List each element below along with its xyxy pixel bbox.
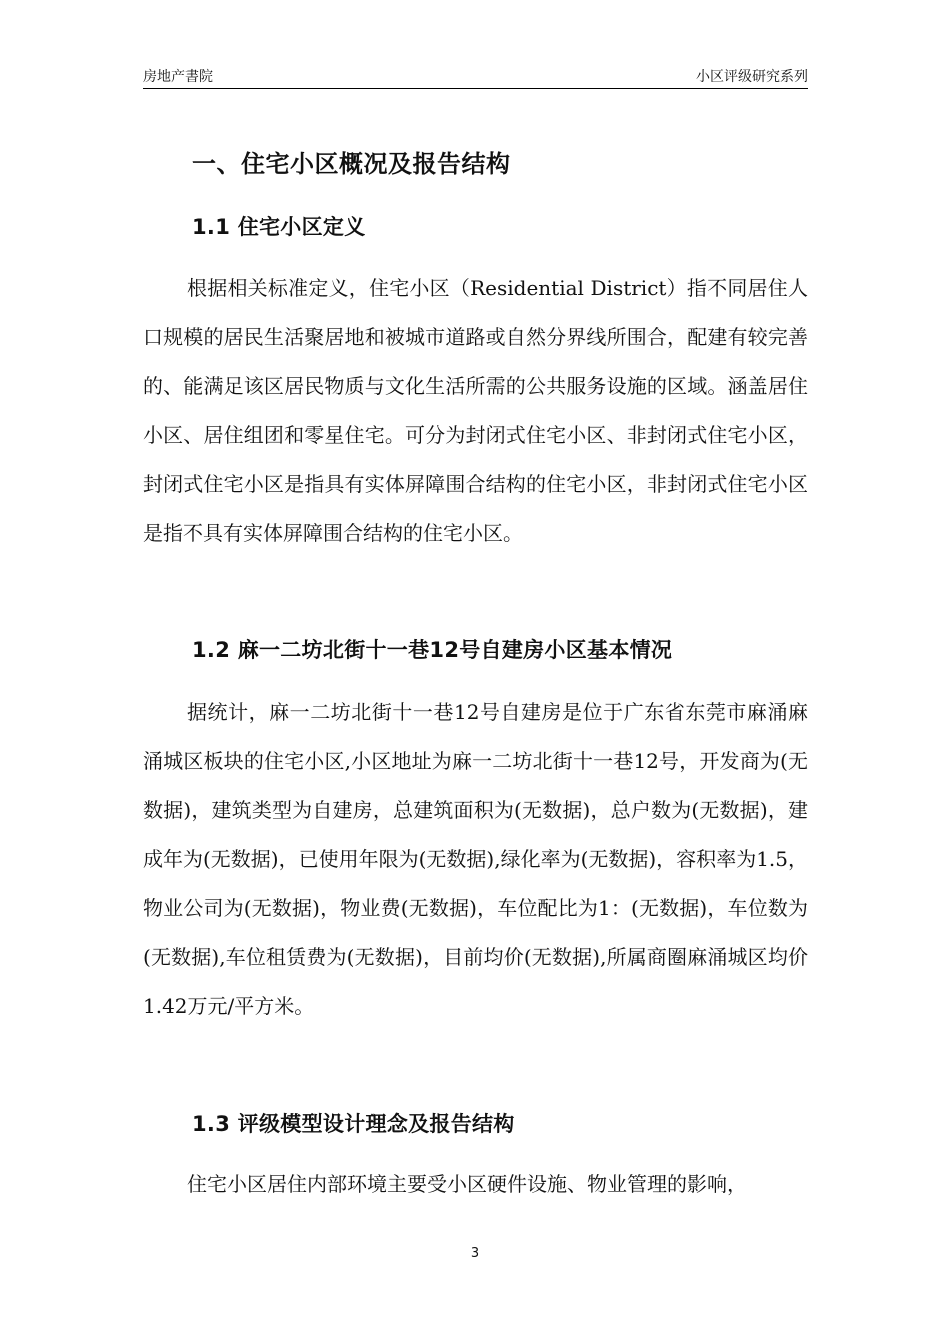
page-number: 3 xyxy=(470,1246,480,1261)
header-series-title: 小区评级研究系列 xyxy=(696,69,808,85)
page-header xyxy=(143,64,808,89)
paragraph-definition: 根据相关标准定义，住宅小区（Residential District）指不同居住人口规模的居民生活聚居地和被城市道路或自然分界线所围合，配建有较完善的、能满足该区居民物质与文化生活所需的公共服务设施的区域。涵盖居住小区、居住组团和零星住宅。可分为封闭式住宅小区、非封闭式住宅小区，封闭式住宅小区是指具有实体屏障围合结构的住宅小区，非封闭式住宅小区是指不具有实体屏障围合结构的住宅小区。 xyxy=(143,276,808,545)
section-title: 一、住宅小区概况及报告结构 xyxy=(192,150,511,178)
subsection-heading-1-3: 1.3 评级模型设计理念及报告结构 xyxy=(192,1112,515,1136)
subsection-heading-1-1: 1.1 住宅小区定义 xyxy=(192,215,366,239)
header-publisher: 房地产書院 xyxy=(143,69,213,85)
paragraph-model-design: 住宅小区居住内部环境主要受小区硬件设施、物业管理的影响， xyxy=(187,1172,747,1196)
subsection-heading-1-2: 1.2 麻一二坊北街十一巷12号自建房小区基本情况 xyxy=(192,638,673,662)
paragraph-basic-info: 据统计，麻一二坊北街十一巷12号自建房是位于广东省东莞市麻涌麻涌城区板块的住宅小区,小区地址为麻一二坊北街十一巷12号，开发商为(无数据)，建筑类型为自建房，总建筑面积为(无数据)，总户数为(无数据)，建成年为(无数据)，已使用年限为(无数据),绿化率为(无数据)，容积率为1.5，物业公司为(无数据)，物业费(无数据)，车位配比为1：(无数据)，车位数为(无数据),车位租赁费为(无数据)，目前均价(无数据),所属商圈麻涌城区均价1.42万元/平方米。 xyxy=(143,700,808,1018)
